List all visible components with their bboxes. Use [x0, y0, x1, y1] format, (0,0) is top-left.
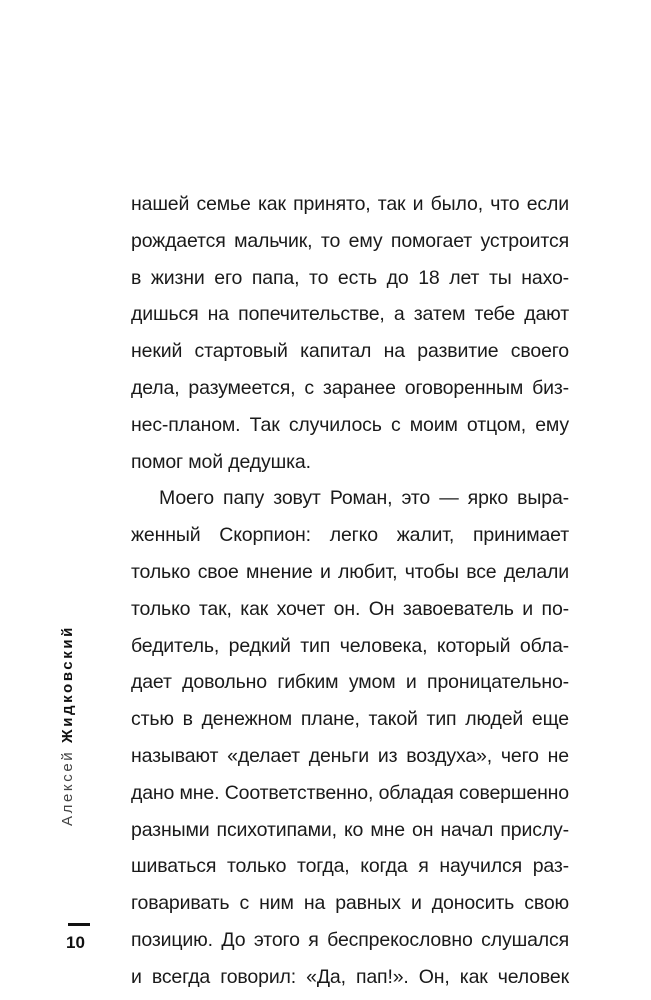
text-line: в жизни его папа, то есть до 18 лет ты нахо- [131, 266, 569, 289]
author-last-name: Жидковский [59, 625, 76, 743]
text-line: называют «делает деньги из воздуха», чего не [131, 744, 569, 767]
text-line: дишься на попечительстве, а затем тебе дают [131, 303, 569, 326]
text-line: рождается мальчик, то ему помогает устроится [131, 229, 569, 252]
page-number-rule [68, 923, 90, 926]
text-line: шиваться только тогда, когда я научился раз- [131, 855, 569, 878]
text-line: бедитель, редкий тип человека, который обла- [131, 634, 569, 657]
body-text [131, 186, 569, 996]
page-number: 10 [66, 933, 85, 952]
author-first-name: Алексей [59, 749, 76, 826]
text-line: только так, как хочет он. Он завоеватель и по- [131, 597, 569, 620]
text-line: позицию. До этого я беспрекословно слушался [131, 928, 569, 951]
text-line: стью в денежном плане, такой тип людей еще [131, 708, 569, 731]
text-line: нашей семье как принято, так и было, что если [131, 193, 569, 215]
text-line: разными психотипами, ко мне он начал прислу- [131, 818, 569, 841]
text-line: только свое мнение и любит, чтобы все делали [131, 560, 569, 583]
text-line: нес-планом. Так случилось с моим отцом, ему [131, 413, 569, 436]
text-line: помог мой дедушка. [131, 450, 311, 473]
text-line: говаривать с ним на равных и доносить свою [131, 892, 569, 915]
text-line: и всегда говорил: «Да, пап!». Он, как человек [131, 965, 569, 988]
text-line: женный Скорпион: легко жалит, принимает [131, 524, 569, 547]
text-line: дано мне. Соответственно, обладая совершенно [131, 781, 569, 804]
paragraph-first-line: Моего папу зовут Роман, это — ярко выра- [159, 487, 569, 510]
text-line: дела, разумеется, с заранее оговоренным биз- [131, 376, 569, 399]
text-line: некий стартовый капитал на развитие своего [131, 340, 569, 363]
text-line: дает довольно гибким умом и проницательно- [131, 671, 569, 694]
running-head-author [58, 625, 78, 826]
